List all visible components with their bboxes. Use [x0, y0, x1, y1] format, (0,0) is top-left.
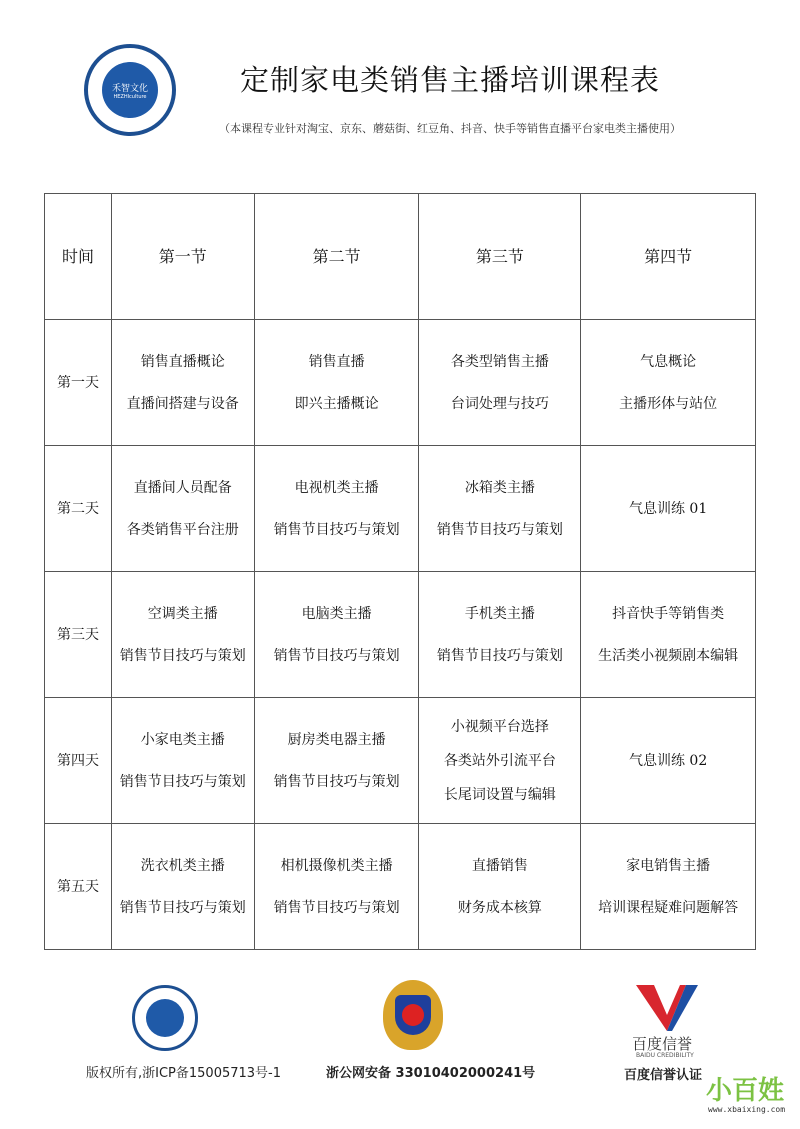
session-line: 电脑类主播: [301, 605, 372, 622]
session-line: 销售直播: [308, 353, 365, 370]
session-cell: [254, 320, 419, 446]
session-line: 销售节目技巧与策划: [273, 773, 400, 790]
session-line: 各类站外引流平台: [443, 752, 556, 769]
header-cell: 第三节: [419, 194, 581, 320]
session-line: 厨房类电器主播: [287, 731, 386, 748]
company-logo: [84, 44, 176, 136]
session-line: 直播间人员配备: [133, 479, 232, 496]
session-cell: [419, 572, 581, 698]
page-subtitle: （本课程专业针对淘宝、京东、蘑菇街、红豆角、抖音、快手等销售直播平台家电类主播使用）: [219, 122, 681, 135]
session-line: 财务成本核算: [457, 899, 542, 916]
session-line: 台词处理与技巧: [450, 395, 549, 412]
session-cell: [419, 446, 581, 572]
session-line: 销售节目技巧与策划: [119, 773, 246, 790]
session-cell: [254, 446, 419, 572]
session-line: 销售节目技巧与策划: [119, 899, 246, 916]
session-cell: [111, 698, 254, 824]
session-line: 冰箱类主播: [464, 479, 535, 496]
baidu-logo-text: 百度信誉: [632, 1035, 693, 1053]
baidu-logo-sub: BAIDU CREDIBILITY: [636, 1052, 694, 1059]
session-cell: [419, 698, 581, 824]
header-cell: 第四节: [581, 194, 756, 320]
session-cell: [254, 698, 419, 824]
session-line: 销售节目技巧与策划: [273, 521, 400, 538]
watermark-url: www.xbaixing.com: [708, 1105, 786, 1114]
session-line: 销售节目技巧与策划: [436, 521, 563, 538]
session-cell: [111, 320, 254, 446]
session-line: 直播销售: [471, 857, 528, 874]
table-row: [45, 572, 756, 698]
copyright-text: 版权所有,浙ICP备15005713号-1: [86, 1066, 282, 1081]
session-line: 电视机类主播: [294, 479, 379, 496]
session-cell: [581, 320, 756, 446]
table-row: [45, 446, 756, 572]
session-line: 家电销售主播: [626, 857, 711, 874]
session-line: 直播间搭建与设备: [126, 395, 239, 412]
session-line: 培训课程疑难问题解答: [598, 899, 739, 916]
session-line: 相机摄像机类主播: [280, 857, 393, 874]
day-cell: 第四天: [45, 698, 112, 824]
header-cell: 第一节: [111, 194, 254, 320]
header-cell: 第二节: [254, 194, 419, 320]
session-cell: [581, 572, 756, 698]
logo-sub: HEZHIculture: [113, 93, 147, 100]
logo-text: 禾智文化: [111, 83, 148, 94]
table-row: [45, 698, 756, 824]
day-cell: 第一天: [45, 320, 112, 446]
session-cell: [581, 446, 756, 572]
day-cell: 第三天: [45, 572, 112, 698]
session-line: 长尾词设置与编辑: [443, 786, 556, 803]
session-line: 各类销售平台注册: [126, 521, 239, 538]
police-badge-icon: [383, 980, 443, 1050]
session-line: 各类型销售主播: [450, 353, 549, 370]
session-cell: [111, 446, 254, 572]
session-cell: [111, 572, 254, 698]
page-title: 定制家电类销售主播培训课程表: [239, 63, 660, 97]
session-cell: [581, 698, 756, 824]
session-cell: [581, 824, 756, 950]
session-line: 气息训练 01: [628, 500, 708, 517]
session-cell: [254, 572, 419, 698]
session-line: 销售节目技巧与策划: [436, 647, 563, 664]
session-line: 销售直播概论: [140, 353, 225, 370]
session-line: 手机类主播: [464, 605, 535, 622]
session-line: 生活类小视频剧本编辑: [598, 647, 739, 664]
day-cell: 第二天: [45, 446, 112, 572]
day-cell: 第五天: [45, 824, 112, 950]
course-table: [44, 193, 756, 950]
watermark-text: 小百姓: [706, 1076, 785, 1106]
session-line: 销售节目技巧与策划: [273, 899, 400, 916]
company-seal: [132, 985, 198, 1051]
session-cell: [254, 824, 419, 950]
table-row: [45, 824, 756, 950]
table-header-row: [45, 194, 756, 320]
session-line: 销售节目技巧与策划: [119, 647, 246, 664]
header-cell: 时间: [45, 194, 112, 320]
session-line: 抖音快手等销售类: [612, 605, 725, 622]
baidu-cert-text: 百度信誉认证: [624, 1068, 703, 1083]
session-line: 销售节目技巧与策划: [273, 647, 400, 664]
session-line: 即兴主播概论: [294, 395, 379, 412]
session-line: 空调类主播: [147, 605, 218, 622]
session-cell: [419, 320, 581, 446]
table-row: [45, 320, 756, 446]
session-line: 气息训练 02: [628, 752, 708, 769]
session-line: 洗衣机类主播: [140, 857, 225, 874]
baidu-credibility-logo: [636, 985, 698, 1033]
session-line: 小视频平台选择: [450, 718, 549, 735]
session-line: 气息概论: [640, 353, 697, 370]
session-line: 小家电类主播: [140, 731, 225, 748]
session-cell: [111, 824, 254, 950]
police-record-text: 浙公网安备 33010402000241号: [326, 1066, 536, 1081]
session-line: 主播形体与站位: [619, 395, 718, 412]
session-cell: [419, 824, 581, 950]
